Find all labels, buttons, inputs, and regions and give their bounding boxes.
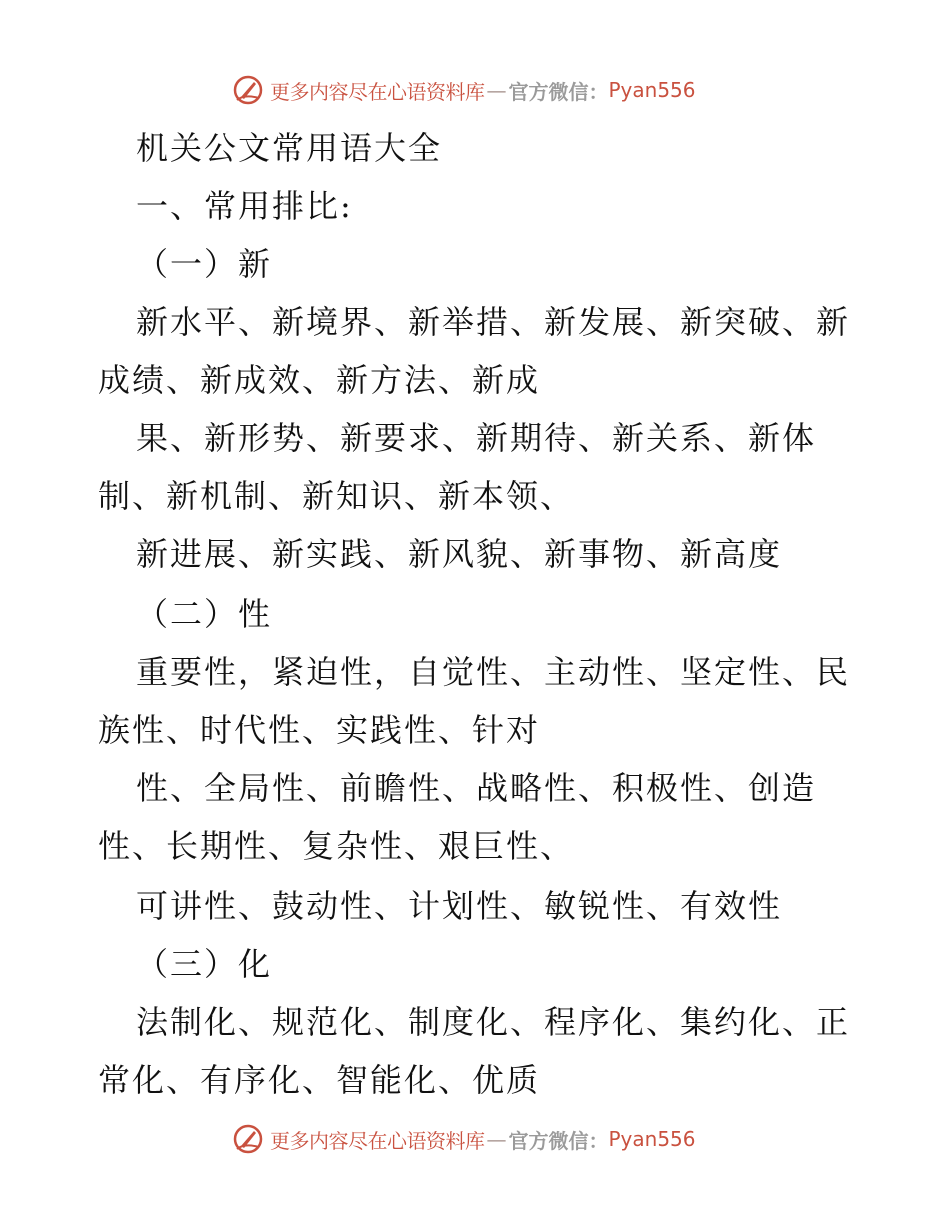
paragraph-line: 常化、有序化、智能化、优质 [98,1061,541,1099]
watermark-wechat-id: Pyan556 [608,1127,696,1151]
document-title: 机关公文常用语大全 [136,129,443,167]
paragraph-line: 成绩、新成效、新方法、新成 [98,361,541,399]
subsection-heading: （一）新 [136,245,273,283]
section-heading: 一、常用排比: [136,187,353,225]
quill-logo-icon [232,1123,264,1155]
paragraph-line: 新进展、新实践、新风貌、新事物、新高度 [136,535,783,573]
subsection-heading: （二）性 [136,595,273,633]
paragraph-line: 族性、时代性、实践性、针对 [98,711,541,749]
paragraph-line: 性、长期性、复杂性、艰巨性、 [98,827,575,865]
paragraph-line: 可讲性、鼓动性、计划性、敏锐性、有效性 [136,887,783,925]
watermark-header [232,72,696,108]
paragraph-line: 法制化、规范化、制度化、程序化、集约化、正 [136,1003,851,1041]
subsection-heading: （三）化 [136,945,273,983]
watermark-text: 更多内容尽在心语资料库 [270,1128,485,1153]
watermark-dash: — [486,78,507,102]
paragraph-line: 性、全局性、前瞻性、战略性、积极性、创造 [136,769,817,807]
watermark-label: 官方微信： [508,1128,609,1153]
watermark-footer [232,1121,696,1157]
paragraph-line: 重要性，紧迫性，自觉性、主动性、坚定性、民 [136,653,851,691]
watermark-wechat-id: Pyan556 [608,78,696,102]
watermark-dash: — [486,1127,507,1151]
paragraph-line: 新水平、新境界、新举措、新发展、新突破、新 [136,303,851,341]
paragraph-line: 果、新形势、新要求、新期待、新关系、新体 [136,419,817,457]
watermark-label: 官方微信： [508,79,609,104]
quill-logo-icon [232,74,264,106]
watermark-text: 更多内容尽在心语资料库 [270,79,485,104]
paragraph-line: 制、新机制、新知识、新本领、 [98,477,575,515]
